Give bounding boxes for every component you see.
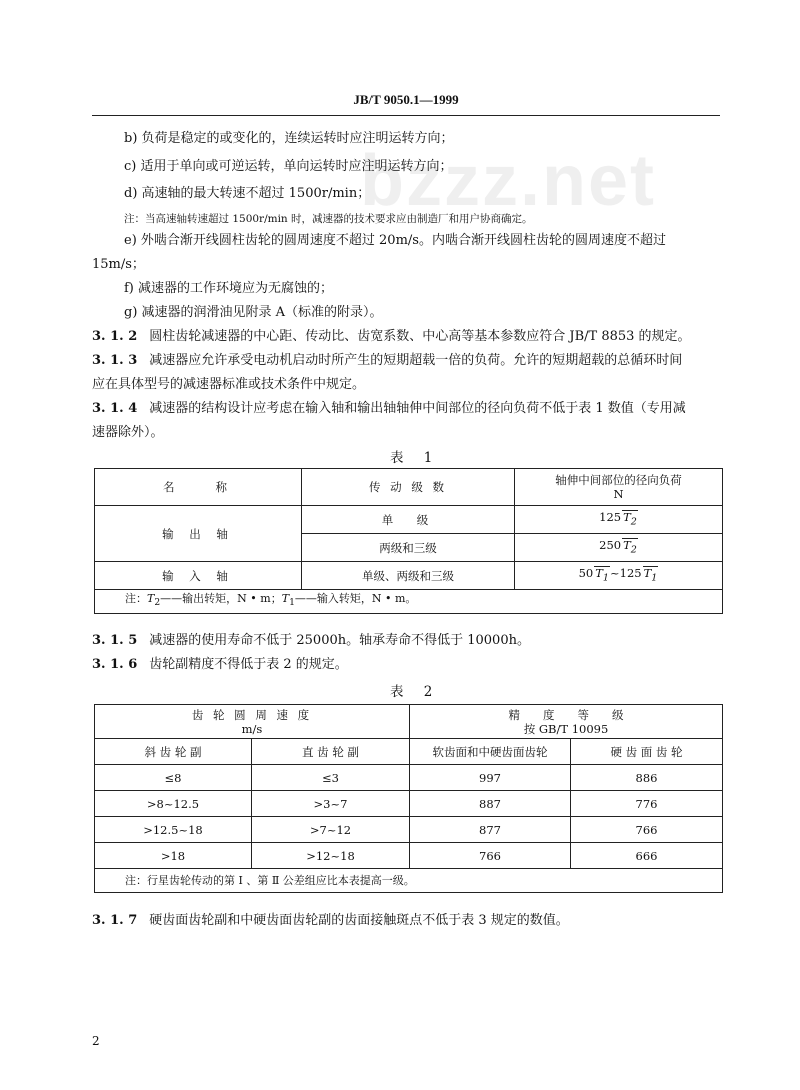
list-item-b: b) 负荷是稳定的或变化的，连续运转时应注明运转方向； — [124, 131, 454, 146]
table1-stage-all: 单级、两级和三级 — [302, 562, 515, 590]
table-row — [95, 843, 723, 869]
clause-number: 3. 1. 4 — [92, 401, 138, 416]
clause-3-1-6 — [92, 656, 348, 674]
table2-cell: 766 — [410, 843, 571, 869]
clause-text: 圆柱齿轮减速器的中心距、传动比、齿宽系数、中心高等基本参数应符合 JB/T 8853 的规定。 — [149, 329, 691, 344]
clause-text: 齿轮副精度不得低于表 2 的规定。 — [149, 657, 348, 672]
table2-cell: ≤8 — [95, 765, 252, 791]
clause-number: 3. 1. 3 — [92, 353, 138, 368]
clause-text: 减速器的结构设计应考虑在输入轴和输出轴轴伸中间部位的径向负荷不低于表 1 数值（专用减 — [149, 401, 686, 416]
table2-speed-header: 齿 轮 圆 周 速 度 m/s — [95, 705, 410, 739]
clause-text: 减速器的使用寿命不低于 25000h。轴承寿命不得低于 10000h。 — [149, 633, 530, 648]
table2-cell: 997 — [410, 765, 571, 791]
table2-cell: >3~7 — [252, 791, 410, 817]
table2-cell: >12~18 — [252, 843, 410, 869]
table2-caption: 表 2 — [390, 684, 441, 700]
table1-load-input: 50 $T_1\sim 125$ $T_1$ — [515, 562, 723, 590]
clause-number: 3. 1. 2 — [92, 329, 138, 344]
header-rule — [92, 115, 720, 116]
clause-3-1-4-cont: 速器除外）。 — [92, 425, 164, 440]
table2-cell: >18 — [95, 843, 252, 869]
watermark: bzzz.net — [360, 141, 656, 221]
table-row — [95, 791, 723, 817]
table-row — [95, 817, 723, 843]
table1-input-shaft: 输 入 轴 — [95, 562, 302, 590]
clause-3-1-5 — [92, 632, 530, 650]
list-item-d: d) 高速轴的最大转速不超过 1500r/min； — [124, 186, 371, 201]
table1-header-load: 轴伸中间部位的径向负荷 N — [515, 469, 723, 506]
clause-number: 3. 1. 6 — [92, 657, 138, 672]
table2-cell: 666 — [571, 843, 723, 869]
table2-cell: ≤3 — [252, 765, 410, 791]
table2-cell: >7~12 — [252, 817, 410, 843]
table2-subheader-soft: 软齿面和中硬齿面齿轮 — [410, 739, 571, 765]
list-item-e-line2: 15m/s； — [92, 257, 145, 272]
clause-3-1-7 — [92, 912, 569, 930]
table1-load-double: 250 $T_2$ — [515, 534, 723, 562]
table1-header-stages: 传 动 级 数 — [302, 469, 515, 506]
clause-text: 减速器应允许承受电动机启动时所产生的短期超载一倍的负荷。允许的短期超载的总循环时间 — [149, 353, 683, 368]
table2-cell: 886 — [571, 765, 723, 791]
table1-header-name: 名 称 — [95, 469, 302, 506]
table2-cell: >8~12.5 — [95, 791, 252, 817]
list-item-g: g) 减速器的润滑油见附录 A（标准的附录）。 — [124, 305, 383, 320]
list-item-c: c) 适用于单向或可逆运转，单向运转时应注明运转方向； — [124, 159, 453, 174]
table2-cell: >12.5~18 — [95, 817, 252, 843]
table2-cell: 776 — [571, 791, 723, 817]
table2-subheader-spur: 直 齿 轮 副 — [252, 739, 410, 765]
table1-load-single: 125 $T_2$ — [515, 506, 723, 534]
table1-note: 注：$T_2——$输出转矩，N • m；$T_1——$输入转矩，N • m。 — [95, 590, 723, 614]
table2 — [94, 704, 723, 893]
clause-3-1-2 — [92, 328, 691, 346]
page-number: 2 — [92, 1034, 100, 1048]
table2-accuracy-header: 精 度 等 级 按 GB/T 10095 — [410, 705, 723, 739]
table2-note: 注：行星齿轮传动的第 Ⅰ 、第 Ⅱ 公差组应比本表提高一级。 — [95, 869, 723, 893]
table1-output-shaft: 输 出 轴 — [95, 506, 302, 562]
table1-caption: 表 1 — [390, 450, 441, 466]
clause-3-1-4 — [92, 400, 686, 418]
table2-cell: 877 — [410, 817, 571, 843]
table1-stage-double-triple: 两级和三级 — [302, 534, 515, 562]
table2-cell: 887 — [410, 791, 571, 817]
table1-stage-single: 单 级 — [302, 506, 515, 534]
clause-number: 3. 1. 5 — [92, 633, 138, 648]
table2-cell: 766 — [571, 817, 723, 843]
list-item-f: f) 减速器的工作环境应为无腐蚀的； — [124, 281, 334, 296]
clause-3-1-3-cont: 应在具体型号的减速器标准或技术条件中规定。 — [92, 377, 366, 392]
table1 — [94, 468, 723, 614]
clause-text: 硬齿面齿轮副和中硬齿面齿轮副的齿面接触斑点不低于表 3 规定的数值。 — [149, 913, 569, 928]
list-item-e-line1: e) 外啮合渐开线圆柱齿轮的圆周速度不超过 20m/s。内啮合渐开线圆柱齿轮的圆周速度不超过 — [124, 233, 666, 248]
list-item-d-note: 注：当高速轴转速超过 1500r/min 时，减速器的技术要求应由制造厂和用户协商确定。 — [124, 213, 533, 225]
table2-subheader-helical: 斜 齿 轮 副 — [95, 739, 252, 765]
table2-subheader-hard: 硬 齿 面 齿 轮 — [571, 739, 723, 765]
standard-number-header: JB/T 9050.1—1999 — [353, 92, 459, 107]
table-row — [95, 765, 723, 791]
clause-number: 3. 1. 7 — [92, 913, 138, 928]
clause-3-1-3 — [92, 352, 682, 370]
